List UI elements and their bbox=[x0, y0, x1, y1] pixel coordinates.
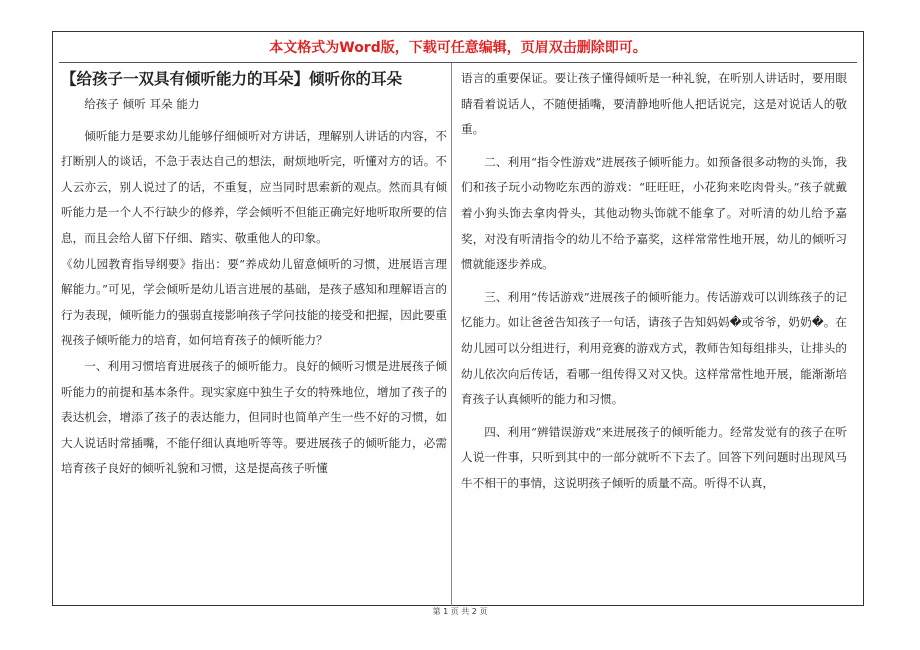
article-title: 【给孩子一双具有倾听能力的耳朵】倾听你的耳朵 bbox=[61, 70, 403, 88]
paragraph: 一、利用习惯培育进展孩子的倾听能力。良好的倾听习惯是进展孩子倾听能力的前提和基本条件。现实家庭中独生子女的特殊地位，增加了孩子的表达机会，增添了孩子的表达能力，但同时也简单产生一些不好的习惯，如大人说话时常插嘴，不能仔细认真地听等等。要进展孩子的倾听能力，必需培育孩子良好的倾听礼貌和习惯，这是提高孩子听懂 bbox=[61, 358, 447, 476]
paragraph: 四、利用“辨错误游戏”来进展孩子的倾听能力。经常发觉有的孩子在听人说一件事，只听到其中的一部分就听不下去了。回答下列问题时出现风马牛不相干的事情，这说明孩子倾听的质量不高。听得不认真， bbox=[461, 424, 847, 490]
paragraph: 二、利用“指令性游戏”进展孩子倾听能力。如预备很多动物的头饰，我们和孩子玩小动物吃东西的游戏：“旺旺旺，小花狗来吃肉骨头。”孩子就戴着小狗头饰去拿肉骨头，其他动物头饰就不能拿了。对听清的幼儿给予嘉奖，对没有听清指令的幼儿不给予嘉奖，这样常常性地开展，幼儿的倾听习惯就能逐步养成。 bbox=[461, 154, 847, 272]
left-column bbox=[61, 66, 447, 482]
column-divider bbox=[451, 63, 452, 606]
right-column bbox=[461, 66, 847, 497]
page-frame bbox=[52, 31, 864, 606]
paragraph: 倾听能力是要求幼儿能够仔细倾听对方讲话，理解别人讲话的内容，不打断别人的谈话，不急于表达自己的想法，耐烦地听完，听懂对方的话。不人云亦云，别人说过了的话，不重复，应当同时思索新的观点。然而具有倾听能力是一个人不行缺少的修养，学会倾听不但能正确完好地听取所要的信息，而且会给人留下仔细、踏实、敬重他人的印象。 bbox=[61, 128, 447, 245]
paragraph: 三、利用“传话游戏”进展孩子的倾听能力。传话游戏可以训练孩子的记忆能力。如让爸爸告知孩子一句话，请孩子告知妈妈�或爷爷，奶奶�。在幼儿园可以分组进行，利用竞赛的游戏方式，教师告知每组排头，让排头的幼儿依次向后传话，看哪一组传得又对又快。这样常常性地开展，能渐渐培育孩子认真倾听的能力和习惯。 bbox=[461, 289, 847, 407]
header-divider bbox=[59, 62, 857, 63]
header-notice[interactable]: 本文格式为Word版，下载可任意编辑，页眉双击删除即可。 bbox=[269, 40, 647, 56]
article-keywords: 给孩子 倾听 耳朵 能力 bbox=[84, 97, 200, 111]
paragraph: 语言的重要保证。要让孩子懂得倾听是一种礼貌，在听别人讲话时，要用眼睛看着说话人，不随便插嘴，要清静地听他人把话说完，这是对说话人的敬重。 bbox=[461, 71, 847, 137]
paragraph: 《幼儿园教育指导纲要》指出：要“养成幼儿留意倾听的习惯，进展语言理解能力。”可见，学会倾听是幼儿语言进展的基础，是孩子感知和理解语言的行为表现，倾听能力的强弱直接影响孩子学问技能的接受和把握，因此要重视孩子倾听能力的培育，如何培育孩子的倾听能力？ bbox=[61, 256, 447, 348]
page-number: 第 1 页 共 2 页 bbox=[432, 607, 488, 616]
